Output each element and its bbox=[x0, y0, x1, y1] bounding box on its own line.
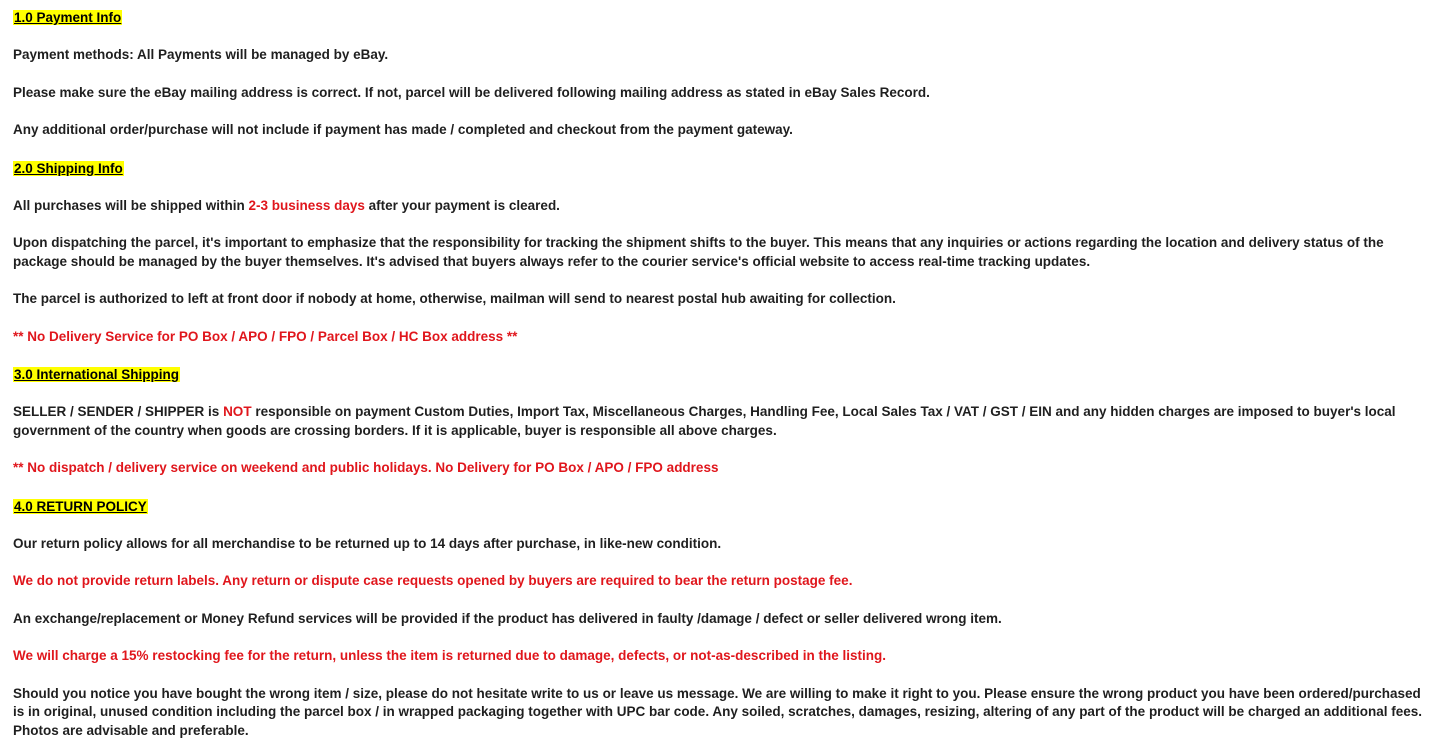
mailing-address-text: Please make sure the eBay mailing address is correct. If not, parcel will be delivered following mailing address as stated in eBay Sales Record. bbox=[13, 84, 930, 100]
no-po-box-notice: ** No Delivery Service for PO Box / APO / FPO / Parcel Box / HC Box address ** bbox=[13, 328, 518, 344]
shipping-time-suffix: after your payment is cleared. bbox=[364, 197, 560, 213]
payment-heading-text: 1.0 Payment Info bbox=[14, 10, 122, 25]
international-heading-text: 3.0 International Shipping bbox=[14, 367, 180, 382]
payment-methods-text: Payment methods: All Payments will be managed by eBay. bbox=[13, 47, 389, 62]
shipping-section-heading bbox=[13, 159, 1432, 178]
return-window-text: Our return policy allows for all merchandise to be returned up to 14 days after purchase, in like-new condition. bbox=[13, 535, 722, 551]
shipping-time-prefix: All purchases will be shipped within bbox=[13, 197, 249, 213]
customs-not: NOT bbox=[223, 404, 252, 419]
international-section-heading bbox=[13, 365, 1432, 384]
wrong-item-text: Should you notice you have bought the wrong item / size, please do not hesitate write to us or leave us message. We are willing to make it right to you. Please ensure the wrong product you have been ordered/purchased is in original, unused condition including the parcel box / in wrapped packaging together with UPC bar code. Any soiled, scratches, damages, resizing, altering of any part of the product will be charged an additional fees. Photos are advisable and preferable. bbox=[13, 685, 1422, 738]
shipping-time-text bbox=[13, 197, 1432, 216]
shipping-heading-text: 2.0 Shipping Info bbox=[14, 160, 123, 176]
customs-suffix: responsible on payment Custom Duties, Import Tax, Miscellaneous Charges, Handling Fee, Local Sales Tax / VAT / GST / EIN and any hidden charges are imposed to buyer's local government of the country when goods are crossing borders. If it is applicable, buyer is responsible all above charges. bbox=[13, 404, 1396, 438]
restocking-fee-notice: We will charge a 15% restocking fee for the return, unless the item is returned due to damage, defects, or not-as-described in the listing. bbox=[13, 648, 886, 663]
tracking-responsibility-text: Upon dispatching the parcel, it's important to emphasize that the responsibility for tracking the shipment shifts to the buyer. This means that any inquiries or actions regarding the location and delivery status of the package should be managed by the buyer themselves. It's advised that buyers always refer to the courier service's official website to access real-time tracking updates. bbox=[13, 235, 1384, 269]
customs-duties-text bbox=[13, 403, 1432, 440]
returns-section-heading bbox=[13, 497, 1432, 516]
return-labels-notice: We do not provide return labels. Any return or dispute case requests opened by buyers are required to bear the return postage fee. bbox=[13, 573, 853, 588]
exchange-refund-text: An exchange/replacement or Money Refund services will be provided if the product has delivered in faulty /damage / defect or seller delivered wrong item. bbox=[13, 610, 1002, 626]
weekend-dispatch-notice: ** No dispatch / delivery service on weekend and public holidays. No Delivery for PO Box / APO / FPO address bbox=[13, 460, 719, 475]
additional-order-text: Any additional order/purchase will not include if payment has made / completed and checkout from the payment gateway. bbox=[13, 122, 793, 137]
payment-section-heading bbox=[13, 8, 1432, 27]
customs-prefix: SELLER / SENDER / SHIPPER is bbox=[13, 404, 224, 419]
parcel-authorization-text: The parcel is authorized to left at front door if nobody at home, otherwise, mailman will send to nearest postal hub awaiting for collection. bbox=[13, 291, 896, 306]
shipping-time-days: 2-3 business days bbox=[248, 197, 365, 213]
returns-heading-text: 4.0 RETURN POLICY bbox=[14, 498, 147, 514]
